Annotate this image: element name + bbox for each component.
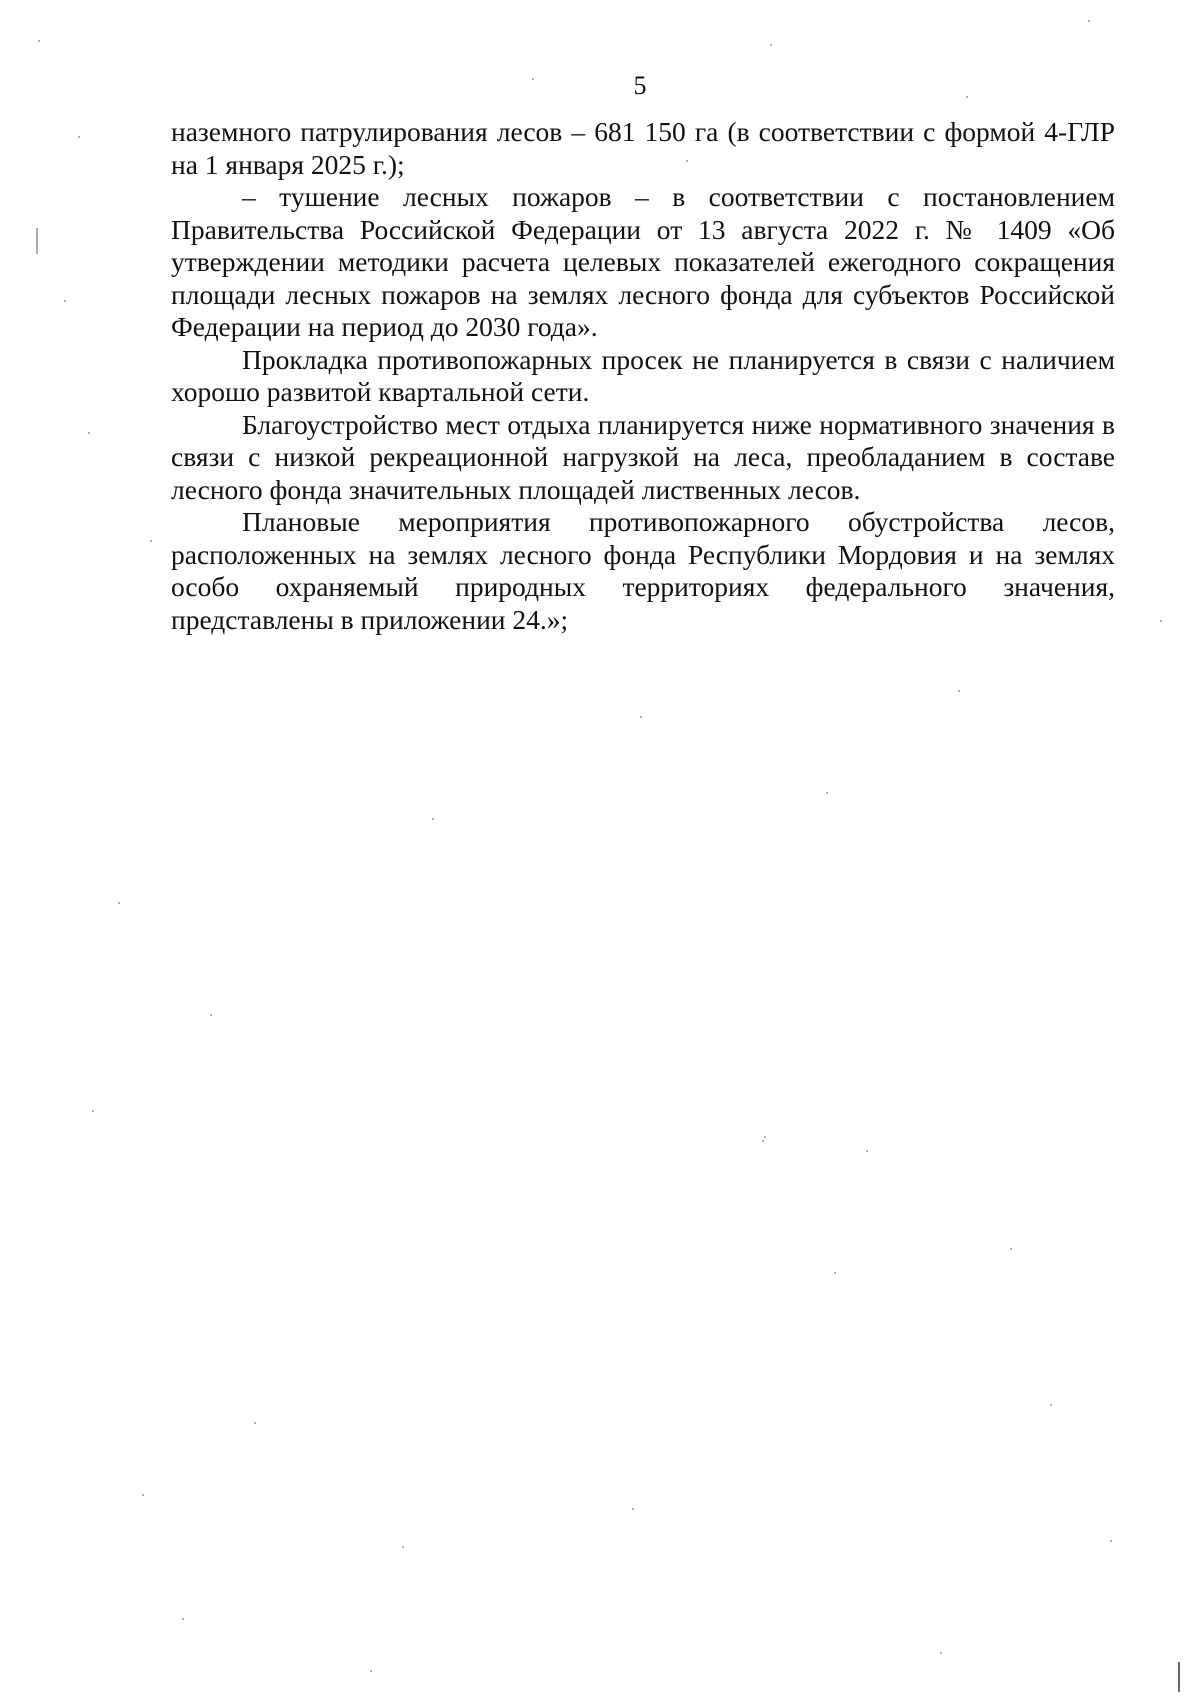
scan-speck: [1110, 1540, 1112, 1542]
scan-speck: [370, 1670, 372, 1672]
scan-speck: [1010, 1248, 1012, 1250]
scan-speck: [150, 540, 152, 542]
scan-speck: [958, 690, 960, 692]
scan-speck: [826, 792, 828, 794]
scan-speck: [64, 300, 66, 302]
scan-speck: [686, 160, 688, 162]
scan-speck: [1160, 620, 1162, 622]
scan-speck: [940, 1652, 942, 1654]
scan-speck: [764, 1136, 766, 1138]
paragraph-fire-suppression: – тушение лесных пожаров – в соответствии с постановлением Правительства Российской Федерации от 13 августа 2022 г. № 1409 «Об утверждении методики расчета целевых показателей ежегодного сокращения площади лесных пожаров на землях лесного фонда для субъектов Российской Федерации на период до 2030 года».: [171, 181, 1115, 342]
scan-speck: [92, 1110, 94, 1112]
scan-edge-mark: [1178, 1662, 1180, 1692]
paragraph-planned-measures: Плановые мероприятия противопожарного обустройства лесов, расположенных на землях лесного фонда Республики Мордовия и на землях особо охраняемый природных территориях федерального значения, представлены в приложении 24.»;: [171, 506, 1115, 635]
scan-speck: [632, 1508, 634, 1510]
scan-speck: [770, 44, 772, 46]
scan-speck: [762, 1140, 764, 1142]
scan-edge-mark: [36, 228, 38, 254]
scan-speck: [142, 1494, 144, 1496]
scan-speck: [866, 1150, 868, 1152]
scan-speck: [118, 902, 120, 904]
scan-speck: [432, 818, 434, 820]
scan-speck: [402, 1546, 404, 1548]
scan-speck: [1050, 1404, 1052, 1406]
scan-speck: [182, 1618, 184, 1620]
scan-speck: [78, 136, 80, 138]
scan-speck: [38, 40, 40, 42]
scan-speck: [88, 432, 90, 434]
scan-speck: [1088, 20, 1090, 22]
scan-speck: [254, 1422, 256, 1424]
paragraph-recreation-sites: Благоустройство мест отдыха планируется ниже нормативного значения в связи с низкой рекреационной нагрузкой на леса, преобладанием в составе лесного фонда значительных площадей лиственных лесов.: [171, 408, 1115, 505]
scan-speck: [532, 78, 534, 80]
scan-speck: [210, 1014, 212, 1016]
paragraph-patrol-continuation: наземного патрулирования лесов – 681 150 га (в соответствии с формой 4-ГЛР на 1 января 2025 г.);: [171, 116, 1115, 180]
body-text: [171, 116, 1115, 636]
scan-speck: [966, 96, 968, 98]
page-number: 5: [633, 71, 647, 100]
scan-speck: [640, 716, 642, 718]
scan-speck: [834, 1272, 836, 1274]
paragraph-firebreaks: Прокладка противопожарных просек не планируется в связи с наличием хорошо развитой квартальной сети.: [171, 343, 1115, 407]
